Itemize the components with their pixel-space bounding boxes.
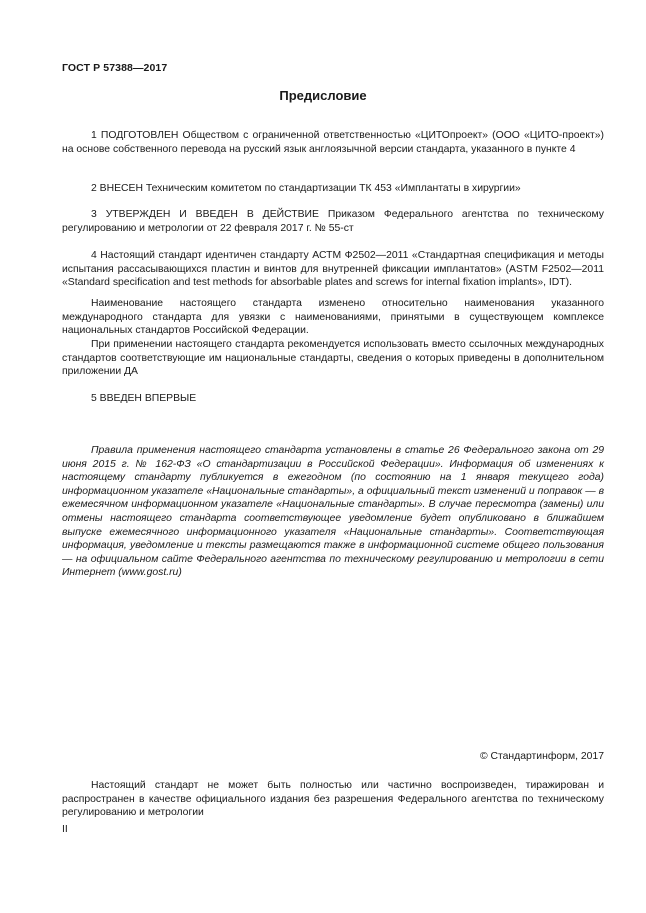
paragraph-5-introduced: 5 ВВЕДЕН ВПЕРВЫЕ: [91, 393, 197, 404]
page-number: II: [62, 824, 68, 835]
copyright-notice: © Стандартинформ, 2017: [479, 751, 604, 762]
standard-code-header: ГОСТ Р 57388—2017: [62, 62, 168, 74]
reproduction-restriction-note: Настоящий стандарт не может быть полностью или частично воспроизведен, тиражирован и распространен в качестве официального издания без разрешения Федерального агентства по техническому регулированию и метрологии: [62, 780, 604, 819]
paragraph-1-prepared: 1 ПОДГОТОВЛЕН Обществом с ограниченной ответственностью «ЦИТОпроект» (ООО «ЦИТО-проект») на основе собственного перевода на русский язык англоязычной версии стандарта, указанного в пункте 4: [62, 130, 604, 155]
application-rules-notice: Правила применения настоящего стандарта установлены в статье 26 Федерального закона от 29 июня 2015 г. № 162-ФЗ «О стандартизации в Российской Федерации». Информация об изменениях к настоящему стандарту публикуется в ежегодном (по состоянию на 1 января текущего года) информационном указателе «Национальные стандарты», а официальный текст изменений и поправок — в ежемесячном информационном указателе «Национальные стандарты». В случае пересмотра (замены) или отмены настоящего стандарта соответствующее уведомление будет опубликовано в ближайшем выпуске ежемесячного информационного указателя «Национальные стандарты». Соответствующая информация, уведомление и тексты размещаются также в информационной системе общего пользования — на официальном сайте Федерального агентства по техническому регулированию и метрологии в сети Интернет (www.gost.ru): [62, 445, 604, 579]
paragraph-4-references: При применении настоящего стандарта рекомендуется использовать вместо ссылочных международных стандартов соответствующие им национальные стандарты, сведения о которых приведены в дополнительном приложении ДА: [62, 339, 604, 378]
paragraph-2-submitted: 2 ВНЕСЕН Техническим комитетом по стандартизации ТК 453 «Имплантаты в хирургии»: [91, 183, 521, 194]
paragraph-3-approved: 3 УТВЕРЖДЕН И ВВЕДЕН В ДЕЙСТВИЕ Приказом Федерального агентства по техническому регулированию и метрологии от 22 февраля 2017 г. № 55-ст: [62, 209, 604, 234]
paragraph-4-name-change: Наименование настоящего стандарта изменено относительно наименования указанного международного стандарта для увязки с наименованиями, принятыми в существующем комплексе национальных стандартов Российской Федерации.: [62, 298, 604, 337]
paragraph-4-identical: 4 Настоящий стандарт идентичен стандарту АСТМ Ф2502—2011 «Стандартная спецификация и методы испытания рассасывающихся пластин и винтов для внутренней фиксации имплантатов» (ASTM F2502—2011 «Standard specification and test methods for absorbable plates and screws for internal fixation implants», IDT).: [62, 250, 604, 289]
page-title: Предисловие: [279, 88, 367, 103]
